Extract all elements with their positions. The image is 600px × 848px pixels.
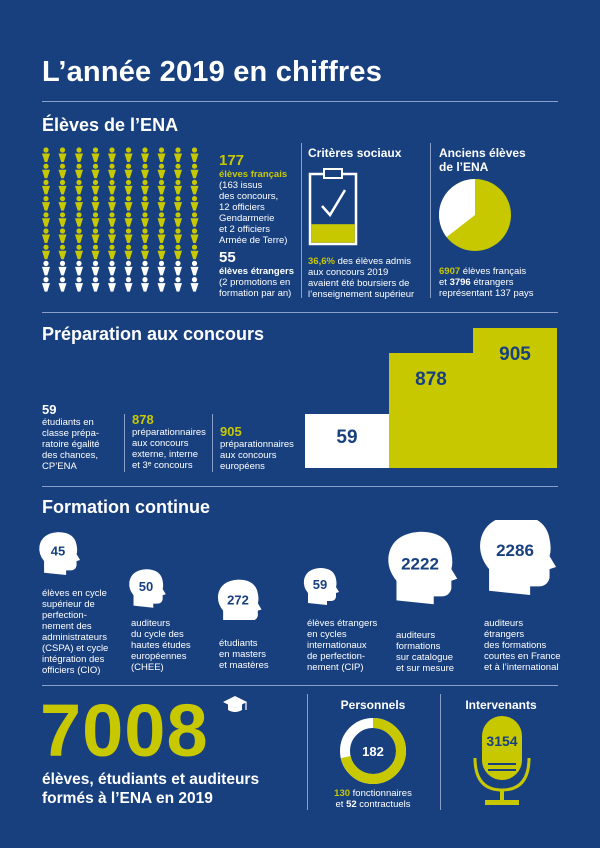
students-french-detail: (163 issus des concours, 12 officiers Gendarmerie et 2 officiers Armée de Terre) <box>219 180 288 246</box>
person-french-icon <box>59 228 67 243</box>
prep-divider-1 <box>124 414 125 472</box>
head-number: 45 <box>50 543 66 559</box>
continuing-item-text: élèves en cycle supérieur de perfection- nement des administrateurs (CSPA) et cycle intégration des officiers (CIO) <box>42 588 109 676</box>
person-french-icon <box>59 245 67 260</box>
head-number: 2222 <box>401 554 439 574</box>
person-french-icon <box>158 147 166 162</box>
person-foreign-icon <box>42 261 50 276</box>
person-french-icon <box>125 212 133 227</box>
prep-bar-label: 59 <box>336 427 358 448</box>
person-french-icon <box>158 196 166 211</box>
person-foreign-icon <box>141 261 149 276</box>
social-text: 36,6% des élèves admis aux concours 2019 avaient été boursiers de l’enseignement supérieur <box>308 256 415 300</box>
person-french-icon <box>174 212 182 227</box>
person-french-icon <box>92 228 100 243</box>
head-number: 50 <box>138 578 154 594</box>
person-french-icon <box>158 228 166 243</box>
person-french-icon <box>174 147 182 162</box>
person-french-icon <box>125 180 133 195</box>
person-french-icon <box>108 245 116 260</box>
person-french-icon <box>191 212 199 227</box>
person-french-icon <box>59 212 67 227</box>
alumni-text: 6907 élèves français et 3796 étrangers représentant 137 pays <box>439 266 534 299</box>
speakers-number: 3154 <box>486 733 518 749</box>
continuing-item-text: auditeurs formations sur catalogue et sur mesure <box>396 630 455 674</box>
person-french-icon <box>92 180 100 195</box>
person-foreign-icon <box>125 277 133 292</box>
person-french-icon <box>158 164 166 179</box>
person-foreign-icon <box>59 277 67 292</box>
section-divider-2 <box>42 486 558 487</box>
graduation-cap-icon <box>222 694 248 716</box>
continuing-item-text: étudiants en masters et mastères <box>219 638 269 671</box>
clipboard-check-icon <box>308 168 358 246</box>
person-french-icon <box>92 196 100 211</box>
person-french-icon <box>174 245 182 260</box>
person-french-icon <box>108 212 116 227</box>
students-pictogram <box>40 146 212 296</box>
person-french-icon <box>75 180 83 195</box>
person-foreign-icon <box>174 261 182 276</box>
students-french-count: 177 <box>219 152 245 169</box>
person-french-icon <box>141 180 149 195</box>
person-french-icon <box>42 147 50 162</box>
students-divider-1 <box>301 143 302 298</box>
person-french-icon <box>158 212 166 227</box>
prep-item-2: 878 préparationnaires aux concours externe, interne et 3ᵉ concours <box>132 412 206 471</box>
total-number: 7008 <box>40 689 209 772</box>
students-foreign-label: élèves étrangers <box>219 266 294 277</box>
preparation-heading: Préparation aux concours <box>42 324 265 344</box>
alumni-pie-chart <box>438 178 512 252</box>
students-french-label: élèves français <box>219 169 288 180</box>
person-french-icon <box>125 245 133 260</box>
continuing-item-text: auditeurs étrangers des formations courtes en France et à l’international <box>484 618 561 673</box>
speakers-heading: Intervenants <box>465 698 537 712</box>
person-french-icon <box>75 164 83 179</box>
person-french-icon <box>191 245 199 260</box>
prep-bar-label: 878 <box>415 369 447 390</box>
head-icon <box>129 569 166 607</box>
head-number: 2286 <box>496 541 534 561</box>
person-french-icon <box>141 147 149 162</box>
page-title: L’année 2019 en chiffres <box>42 56 383 88</box>
person-french-icon <box>92 147 100 162</box>
section-divider-3 <box>42 685 558 686</box>
person-french-icon <box>108 164 116 179</box>
head-icon <box>218 580 262 620</box>
students-foreign-count: 55 <box>219 249 236 266</box>
person-french-icon <box>75 212 83 227</box>
staff-number: 182 <box>362 744 384 759</box>
social-heading: Critères sociaux <box>308 146 402 160</box>
person-french-icon <box>75 245 83 260</box>
social-percent: 36,6% <box>308 256 335 267</box>
person-french-icon <box>75 196 83 211</box>
person-french-icon <box>191 164 199 179</box>
person-french-icon <box>108 228 116 243</box>
person-foreign-icon <box>158 277 166 292</box>
head-icon <box>304 568 339 605</box>
person-foreign-icon <box>75 261 83 276</box>
prep-divider-2 <box>212 414 213 472</box>
person-french-icon <box>92 164 100 179</box>
continuing-heading: Formation continue <box>42 497 210 517</box>
person-foreign-icon <box>59 261 67 276</box>
head-number: 59 <box>312 577 328 592</box>
person-french-icon <box>108 147 116 162</box>
continuing-item-text: élèves étrangers en cycles internationaux de perfection- nement (CIP) <box>307 618 378 673</box>
title-divider <box>42 101 558 102</box>
preparation-bar-chart <box>305 320 560 470</box>
person-french-icon <box>42 180 50 195</box>
person-french-icon <box>158 180 166 195</box>
head-number: 272 <box>227 592 249 608</box>
person-french-icon <box>42 212 50 227</box>
person-foreign-icon <box>125 261 133 276</box>
microphone-icon <box>471 714 533 808</box>
person-french-icon <box>42 245 50 260</box>
person-french-icon <box>174 196 182 211</box>
person-french-icon <box>59 164 67 179</box>
person-french-icon <box>59 180 67 195</box>
person-french-icon <box>191 228 199 243</box>
students-heading: Élèves de l’ENA <box>42 115 179 135</box>
person-french-icon <box>125 196 133 211</box>
person-french-icon <box>141 164 149 179</box>
person-foreign-icon <box>92 261 100 276</box>
person-foreign-icon <box>108 277 116 292</box>
alumni-heading: Anciens élèves de l’ENA <box>439 146 526 174</box>
person-french-icon <box>141 245 149 260</box>
person-french-icon <box>125 164 133 179</box>
head-icon <box>39 532 80 575</box>
person-foreign-icon <box>158 261 166 276</box>
person-french-icon <box>75 147 83 162</box>
person-french-icon <box>92 212 100 227</box>
head-icon <box>480 520 556 595</box>
staff-heading: Personnels <box>340 698 406 712</box>
person-french-icon <box>174 228 182 243</box>
person-french-icon <box>174 180 182 195</box>
person-foreign-icon <box>75 277 83 292</box>
person-french-icon <box>108 196 116 211</box>
continuing-item-text: auditeurs du cycle des hautes études européennes (CHEE) <box>131 618 191 673</box>
prep-item-1: 59 étudiants en classe prépa- ratoire égalité des chances, CP’ENA <box>42 402 100 472</box>
person-french-icon <box>75 228 83 243</box>
students-foreign-detail: (2 promotions en formation par an) <box>219 277 292 299</box>
prep-bar-label: 905 <box>499 344 531 365</box>
students-divider-2 <box>430 143 431 298</box>
person-french-icon <box>125 228 133 243</box>
person-foreign-icon <box>191 277 199 292</box>
person-french-icon <box>92 245 100 260</box>
head-icon <box>388 532 457 605</box>
person-french-icon <box>59 196 67 211</box>
students-foreign-stat <box>219 250 303 299</box>
person-french-icon <box>42 164 50 179</box>
students-french-stat <box>219 153 299 246</box>
person-foreign-icon <box>174 277 182 292</box>
staff-text: 130 fonctionnaires et 52 contractuels <box>334 788 412 810</box>
person-french-icon <box>141 196 149 211</box>
section-divider-1 <box>42 312 558 313</box>
person-french-icon <box>59 147 67 162</box>
person-french-icon <box>174 164 182 179</box>
person-french-icon <box>191 196 199 211</box>
prep-item-3: 905 préparationnaires aux concours européens <box>220 424 294 472</box>
bottom-divider-2 <box>440 694 441 810</box>
person-french-icon <box>141 228 149 243</box>
person-foreign-icon <box>141 277 149 292</box>
person-french-icon <box>125 147 133 162</box>
person-french-icon <box>158 245 166 260</box>
person-foreign-icon <box>108 261 116 276</box>
person-french-icon <box>191 180 199 195</box>
person-foreign-icon <box>191 261 199 276</box>
person-french-icon <box>42 228 50 243</box>
staff-donut-chart <box>338 716 408 786</box>
person-french-icon <box>108 180 116 195</box>
person-foreign-icon <box>42 277 50 292</box>
person-french-icon <box>141 212 149 227</box>
person-french-icon <box>42 196 50 211</box>
person-french-icon <box>191 147 199 162</box>
person-foreign-icon <box>92 277 100 292</box>
total-caption: élèves, étudiants et auditeurs formés à l’ENA en 2019 <box>42 771 260 807</box>
